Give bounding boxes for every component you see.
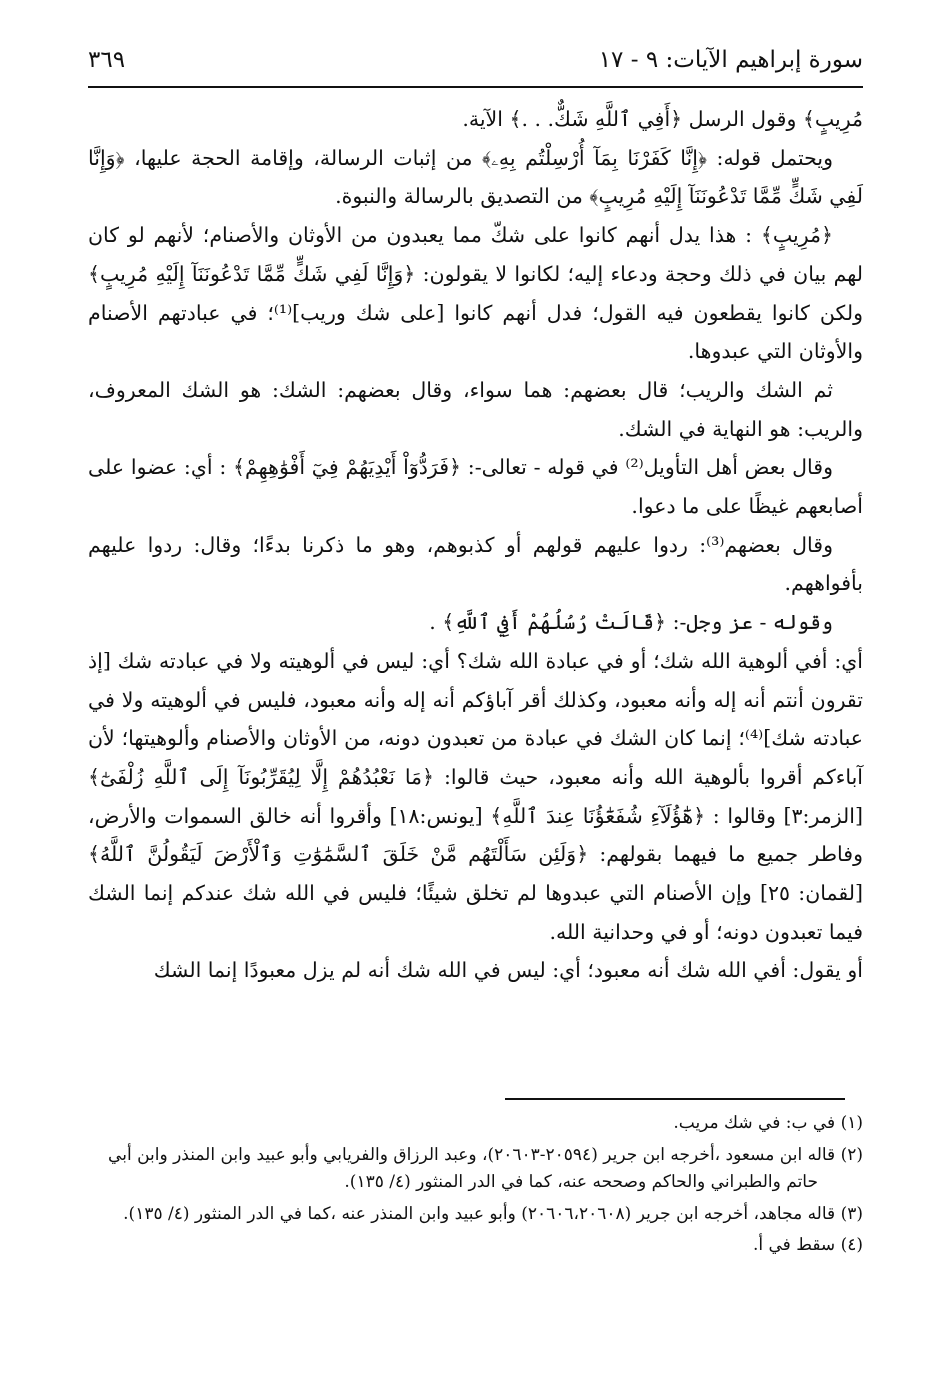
paragraph: مُرِيبٍ﴾ وقول الرسل ﴿أَفِي ٱللَّهِ شَكٌّ. . .﴾ الآية. bbox=[462, 107, 863, 131]
paragraph: ﴿مُرِيبٍ﴾ : هذا يدل أنهم كانوا على شكّ مما يعبدون من الأوثان والأصنام؛ لأنهم لو كان لهم بيان في ذلك وحجة ودعاء إليه؛ لكانوا لا يقولون: ﴿وَإِنَّا لَفِي شَكٍّ مِّمَّا تَدْعُونَنَآ إِلَيْهِ مُرِيبٍ﴾ ولكن كانوا يقطعون فيه القول؛ فدل أنهم كانوا [على شك وريب]⁽¹⁾؛ في عبادتهم الأصنام والأوثان التي عبدوها. bbox=[88, 223, 863, 364]
paragraph: ويحتمل قوله: ﴿إِنَّا كَفَرْنَا بِمَآ أُرْسِلْتُم بِهِۦ﴾ من إثبات الرسالة، وإقامة الحجة عليها، ﴿وَإِنَّا لَفِي شَكٍّ مِّمَّا تَدْعُونَنَآ إِلَيْهِ مُرِيبٍ﴾ من التصديق بالرسالة والنبوة. bbox=[88, 145, 863, 209]
paragraph: وقال بعض أهل التأويل⁽²⁾ في قوله - تعالى-: ﴿فَرَدُّوٓاْ أَيْدِيَهُمْ فِيٓ أَفْوَٰهِهِمْ﴾ : أي: عضوا على أصابعهم غيظًا على ما دعوا. bbox=[88, 455, 863, 519]
paragraph: أو يقول: أفي الله شك أنه معبود؛ أي: ليس في الله شك أنه لم يزل معبودًا إنما الشك bbox=[153, 958, 863, 983]
footnote-rule bbox=[505, 1098, 845, 1100]
main-text bbox=[88, 100, 863, 990]
footnote: (١) في ب: في شك مريب. bbox=[673, 1113, 863, 1133]
footnote: (٤) سقط في أ. bbox=[752, 1235, 863, 1255]
footnote: (٢) قاله ابن مسعود ،أخرجه ابن جرير (٢٠٥٩٤-٢٠٦٠٣)، وعبد الرزاق والفريابي وأبو عبيد وابن المنذر وابن أبي حاتم والطبراني والحاكم وصححه عنه، كما في الدر المنثور (٤/ ١٣٥). bbox=[108, 1144, 863, 1192]
header-title: سورة إبراهيم الآيات: ٩ - ١٧ bbox=[598, 47, 863, 73]
header-rule bbox=[88, 86, 863, 88]
running-header bbox=[88, 40, 863, 80]
paragraph: ثم الشك والريب؛ قال بعضهم: هما سواء، وقال بعضهم: الشك: هو الشك المعروف، والريب: هو النهاية في الشك. bbox=[88, 377, 863, 441]
footnote: (٣) قاله مجاهد، أخرجه ابن جرير (٢٠٦٠٦،٢٠٦٠٨) وأبو عبيد وابن المنذر عنه ،كما في الدر المنثور (٤/ ١٣٥). bbox=[123, 1203, 863, 1224]
paragraph: أي: أفي ألوهية الله شك؛ أو في عبادة الله شك؟ أي: ليس في ألوهيته ولا في عبادته شك [إذ تقرون أنتم أنه إله وأنه معبود، وكذلك أقر آباؤكم أنه إله وأنه معبود، فليس في ألوهيته ولا في عبادته شك]⁽⁴⁾؛ إنما كان الشك في عبادة من تعبدون دونه، من الأوثان والأصنام وألوهيتها؛ لأن آباءكم أقروا بألوهية الله وأنه معبود، حيث قالوا: ﴿مَا نَعْبُدُهُمْ إِلَّا لِيُقَرِّبُونَآ إِلَى ٱللَّهِ زُلْفَىٰٓ﴾ [الزمر:٣] وقالوا : ﴿هَٰٓؤُلَآءِ شُفَعَٰٓؤُنَا عِندَ ٱللَّهِ﴾ [يونس:١٨] وأقروا أنه خالق السموات والأرض، وفاطر جميع ما فيهما بقولهم: ﴿وَلَئِن سَأَلْتَهُم مَّنْ خَلَقَ ٱلسَّمَٰوَٰتِ وَٱلْأَرْضَ لَيَقُولُنَّ ٱللَّهُ﴾ [لقمان: ٢٥] وإن الأصنام التي عبدوها لم تخلق شيئًا؛ فليس في الله شك عندكم إنما الشك فيما تعبدون دونه؛ أو في وحدانية الله. bbox=[88, 648, 863, 944]
paragraph: وقال بعضهم⁽³⁾: ردوا عليهم قولهم أو كذبوهم، وهو ما ذكرنا بدءًا؛ وقال: ردوا عليهم بأفواههم. bbox=[88, 532, 863, 596]
footnotes bbox=[88, 1110, 863, 1264]
paragraph: وقوله - عز وجل-: ﴿قَالَتْ رُسُلُهُمْ أَفِي ٱللَّهِ﴾ . bbox=[429, 610, 833, 635]
page-number: ٣٦٩ bbox=[88, 47, 126, 73]
